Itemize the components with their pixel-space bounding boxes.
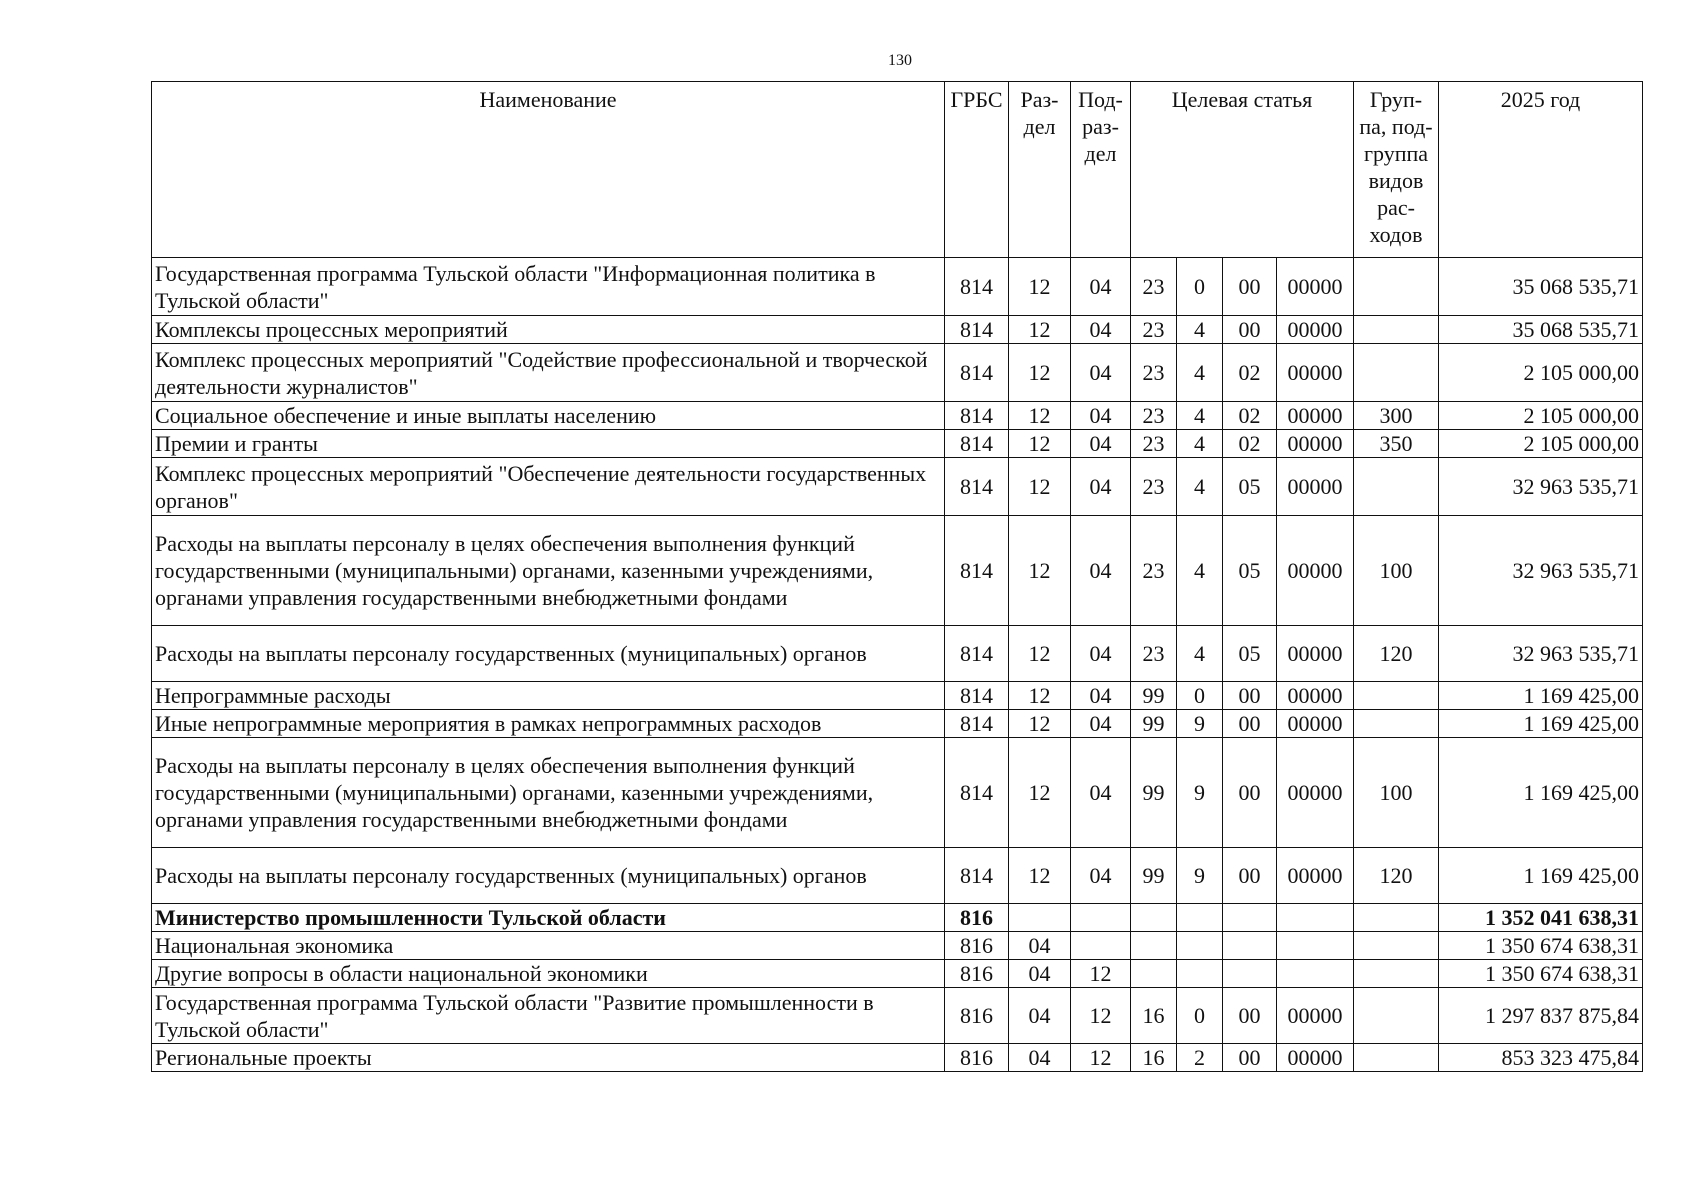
row-name: Премии и гранты: [152, 430, 945, 458]
row-name: Национальная экономика: [152, 932, 945, 960]
row-razdel: 12: [1009, 682, 1071, 710]
table-row: [152, 904, 1643, 932]
row-podrazdel: 04: [1071, 344, 1131, 402]
row-target-subprogram: [1177, 960, 1223, 988]
table-row: [152, 258, 1643, 316]
row-grbs: 814: [945, 458, 1009, 516]
table-row: [152, 516, 1643, 626]
row-grbs: 814: [945, 430, 1009, 458]
header-name: Наименование: [152, 82, 945, 258]
table-row: [152, 402, 1643, 430]
row-sum: 1 297 837 875,84: [1439, 988, 1643, 1044]
table-row: [152, 1044, 1643, 1072]
row-target-direction: [1277, 960, 1354, 988]
row-grbs: 814: [945, 344, 1009, 402]
row-expense-group: [1354, 988, 1439, 1044]
page-number: 130: [888, 52, 912, 69]
row-razdel: 04: [1009, 988, 1071, 1044]
row-target-direction: 00000: [1277, 848, 1354, 904]
table-row: [152, 988, 1643, 1044]
row-target-direction: 00000: [1277, 626, 1354, 682]
row-name: Расходы на выплаты персоналу государственных (муниципальных) органов: [152, 626, 945, 682]
row-target-subprogram: 9: [1177, 710, 1223, 738]
header-target: Целевая статья: [1131, 82, 1354, 258]
row-target-event: 05: [1223, 458, 1277, 516]
table-row: [152, 738, 1643, 848]
row-podrazdel: 04: [1071, 848, 1131, 904]
row-razdel: 12: [1009, 430, 1071, 458]
row-target-subprogram: 9: [1177, 738, 1223, 848]
row-name: Комплексы процессных мероприятий: [152, 316, 945, 344]
row-target-subprogram: 4: [1177, 344, 1223, 402]
row-grbs: 814: [945, 316, 1009, 344]
row-target-subprogram: 4: [1177, 316, 1223, 344]
row-name: Государственная программа Тульской области "Развитие промышленности в Тульской области": [152, 988, 945, 1044]
row-razdel: 04: [1009, 1044, 1071, 1072]
row-podrazdel: 04: [1071, 458, 1131, 516]
row-target-subprogram: 4: [1177, 458, 1223, 516]
row-target-event: 00: [1223, 738, 1277, 848]
row-target-program: 16: [1131, 1044, 1177, 1072]
row-grbs: 814: [945, 682, 1009, 710]
row-grbs: 816: [945, 988, 1009, 1044]
row-target-event: 02: [1223, 402, 1277, 430]
row-podrazdel: 04: [1071, 402, 1131, 430]
row-name: Расходы на выплаты персоналу государственных (муниципальных) органов: [152, 848, 945, 904]
row-target-subprogram: 4: [1177, 402, 1223, 430]
row-expense-group: 300: [1354, 402, 1439, 430]
row-razdel: 04: [1009, 932, 1071, 960]
header-year: 2025 год: [1439, 82, 1643, 258]
row-target-direction: 00000: [1277, 516, 1354, 626]
row-grbs: 814: [945, 516, 1009, 626]
row-target-direction: 00000: [1277, 1044, 1354, 1072]
table-row: [152, 430, 1643, 458]
row-expense-group: [1354, 710, 1439, 738]
row-expense-group: 350: [1354, 430, 1439, 458]
row-target-direction: [1277, 904, 1354, 932]
row-expense-group: 100: [1354, 738, 1439, 848]
row-target-program: 23: [1131, 402, 1177, 430]
row-target-program: [1131, 904, 1177, 932]
row-target-event: 00: [1223, 1044, 1277, 1072]
row-target-program: 23: [1131, 626, 1177, 682]
row-expense-group: [1354, 258, 1439, 316]
row-name: Комплекс процессных мероприятий "Обеспечение деятельности государственных органов": [152, 458, 945, 516]
row-sum: 32 963 535,71: [1439, 626, 1643, 682]
row-grbs: 816: [945, 1044, 1009, 1072]
row-name: Расходы на выплаты персоналу в целях обеспечения выполнения функций государственными (муниципальными) органами, казенными учреждениями, органами управления государственными внебюджетными фондами: [152, 516, 945, 626]
table-row: [152, 710, 1643, 738]
row-sum: 1 169 425,00: [1439, 848, 1643, 904]
row-razdel: [1009, 904, 1071, 932]
row-sum: 1 169 425,00: [1439, 710, 1643, 738]
row-grbs: 814: [945, 738, 1009, 848]
row-sum: 35 068 535,71: [1439, 316, 1643, 344]
row-expense-group: [1354, 960, 1439, 988]
row-sum: 853 323 475,84: [1439, 1044, 1643, 1072]
row-sum: 1 352 041 638,31: [1439, 904, 1643, 932]
row-grbs: 816: [945, 960, 1009, 988]
row-target-event: [1223, 960, 1277, 988]
row-expense-group: [1354, 316, 1439, 344]
row-expense-group: [1354, 344, 1439, 402]
row-razdel: 12: [1009, 516, 1071, 626]
row-target-program: 23: [1131, 316, 1177, 344]
row-target-subprogram: 4: [1177, 430, 1223, 458]
row-target-program: 23: [1131, 430, 1177, 458]
row-sum: 2 105 000,00: [1439, 430, 1643, 458]
table-row: [152, 344, 1643, 402]
row-target-program: 23: [1131, 516, 1177, 626]
row-razdel: 12: [1009, 710, 1071, 738]
row-target-program: [1131, 932, 1177, 960]
row-target-event: 05: [1223, 626, 1277, 682]
row-name: Социальное обеспечение и иные выплаты населению: [152, 402, 945, 430]
row-razdel: 12: [1009, 458, 1071, 516]
row-podrazdel: [1071, 904, 1131, 932]
row-razdel: 12: [1009, 402, 1071, 430]
row-target-event: 05: [1223, 516, 1277, 626]
row-name: Другие вопросы в области национальной экономики: [152, 960, 945, 988]
row-target-direction: [1277, 932, 1354, 960]
row-expense-group: [1354, 458, 1439, 516]
row-expense-group: 100: [1354, 516, 1439, 626]
row-target-subprogram: 0: [1177, 988, 1223, 1044]
header-row: [152, 82, 1643, 258]
row-target-direction: 00000: [1277, 344, 1354, 402]
row-expense-group: 120: [1354, 848, 1439, 904]
row-target-program: [1131, 960, 1177, 988]
row-sum: 2 105 000,00: [1439, 402, 1643, 430]
row-sum: 32 963 535,71: [1439, 458, 1643, 516]
budget-table: [151, 81, 1643, 1072]
row-grbs: 814: [945, 258, 1009, 316]
row-target-direction: 00000: [1277, 738, 1354, 848]
row-razdel: 12: [1009, 258, 1071, 316]
header-podrazdel: Под- раз- дел: [1071, 82, 1131, 258]
row-podrazdel: 04: [1071, 682, 1131, 710]
row-target-direction: 00000: [1277, 458, 1354, 516]
row-podrazdel: 04: [1071, 710, 1131, 738]
row-target-direction: 00000: [1277, 682, 1354, 710]
table-row: [152, 626, 1643, 682]
row-target-program: 23: [1131, 458, 1177, 516]
row-podrazdel: [1071, 932, 1131, 960]
row-grbs: 814: [945, 402, 1009, 430]
row-sum: 1 169 425,00: [1439, 682, 1643, 710]
row-sum: 1 350 674 638,31: [1439, 960, 1643, 988]
header-grbs: ГРБС: [945, 82, 1009, 258]
row-name: Расходы на выплаты персоналу в целях обеспечения выполнения функций государственными (муниципальными) органами, казенными учреждениями, органами управления государственными внебюджетными фондами: [152, 738, 945, 848]
row-sum: 35 068 535,71: [1439, 258, 1643, 316]
row-target-event: 02: [1223, 344, 1277, 402]
row-expense-group: 120: [1354, 626, 1439, 682]
row-target-program: 99: [1131, 848, 1177, 904]
row-razdel: 04: [1009, 960, 1071, 988]
row-target-program: 16: [1131, 988, 1177, 1044]
row-target-subprogram: 4: [1177, 626, 1223, 682]
table-body: [152, 258, 1643, 1072]
table-row: [152, 932, 1643, 960]
row-target-event: 00: [1223, 682, 1277, 710]
row-name: Иные непрограммные мероприятия в рамках непрограммных расходов: [152, 710, 945, 738]
table-row: [152, 960, 1643, 988]
row-target-subprogram: [1177, 904, 1223, 932]
row-target-subprogram: [1177, 932, 1223, 960]
row-target-direction: 00000: [1277, 402, 1354, 430]
header-group: Груп- па, под- группа видов рас- ходов: [1354, 82, 1439, 258]
row-podrazdel: 04: [1071, 516, 1131, 626]
row-grbs: 814: [945, 626, 1009, 682]
row-target-event: 00: [1223, 848, 1277, 904]
row-sum: 2 105 000,00: [1439, 344, 1643, 402]
row-name: Непрограммные расходы: [152, 682, 945, 710]
row-name: Министерство промышленности Тульской области: [152, 904, 945, 932]
row-target-subprogram: 2: [1177, 1044, 1223, 1072]
row-expense-group: [1354, 904, 1439, 932]
row-target-direction: 00000: [1277, 988, 1354, 1044]
row-target-direction: 00000: [1277, 258, 1354, 316]
row-target-direction: 00000: [1277, 710, 1354, 738]
row-name: Государственная программа Тульской области "Информационная политика в Тульской области": [152, 258, 945, 316]
row-razdel: 12: [1009, 848, 1071, 904]
row-grbs: 816: [945, 904, 1009, 932]
row-grbs: 814: [945, 710, 1009, 738]
header-razdel: Раз- дел: [1009, 82, 1071, 258]
row-target-program: 23: [1131, 258, 1177, 316]
row-podrazdel: 04: [1071, 258, 1131, 316]
row-razdel: 12: [1009, 738, 1071, 848]
row-sum: 32 963 535,71: [1439, 516, 1643, 626]
row-target-direction: 00000: [1277, 316, 1354, 344]
row-target-event: 02: [1223, 430, 1277, 458]
row-target-subprogram: 4: [1177, 516, 1223, 626]
row-grbs: 814: [945, 848, 1009, 904]
table-row: [152, 682, 1643, 710]
row-razdel: 12: [1009, 626, 1071, 682]
row-podrazdel: 12: [1071, 1044, 1131, 1072]
row-target-event: [1223, 904, 1277, 932]
row-podrazdel: 12: [1071, 988, 1131, 1044]
row-podrazdel: 04: [1071, 626, 1131, 682]
row-sum: 1 350 674 638,31: [1439, 932, 1643, 960]
row-razdel: 12: [1009, 316, 1071, 344]
table-row: [152, 458, 1643, 516]
row-target-direction: 00000: [1277, 430, 1354, 458]
row-target-event: 00: [1223, 316, 1277, 344]
row-podrazdel: 04: [1071, 430, 1131, 458]
row-expense-group: [1354, 932, 1439, 960]
row-target-subprogram: 9: [1177, 848, 1223, 904]
row-target-event: 00: [1223, 710, 1277, 738]
row-target-subprogram: 0: [1177, 682, 1223, 710]
row-podrazdel: 12: [1071, 960, 1131, 988]
row-target-event: [1223, 932, 1277, 960]
row-name: Комплекс процессных мероприятий "Содействие профессиональной и творческой деятельности журналистов": [152, 344, 945, 402]
row-name: Региональные проекты: [152, 1044, 945, 1072]
row-razdel: 12: [1009, 344, 1071, 402]
row-target-program: 23: [1131, 344, 1177, 402]
table-row: [152, 316, 1643, 344]
row-target-program: 99: [1131, 738, 1177, 848]
row-podrazdel: 04: [1071, 316, 1131, 344]
row-expense-group: [1354, 682, 1439, 710]
row-target-program: 99: [1131, 710, 1177, 738]
row-target-subprogram: 0: [1177, 258, 1223, 316]
row-grbs: 816: [945, 932, 1009, 960]
row-target-event: 00: [1223, 988, 1277, 1044]
row-sum: 1 169 425,00: [1439, 738, 1643, 848]
row-target-event: 00: [1223, 258, 1277, 316]
row-podrazdel: 04: [1071, 738, 1131, 848]
row-expense-group: [1354, 1044, 1439, 1072]
table-row: [152, 848, 1643, 904]
row-target-program: 99: [1131, 682, 1177, 710]
